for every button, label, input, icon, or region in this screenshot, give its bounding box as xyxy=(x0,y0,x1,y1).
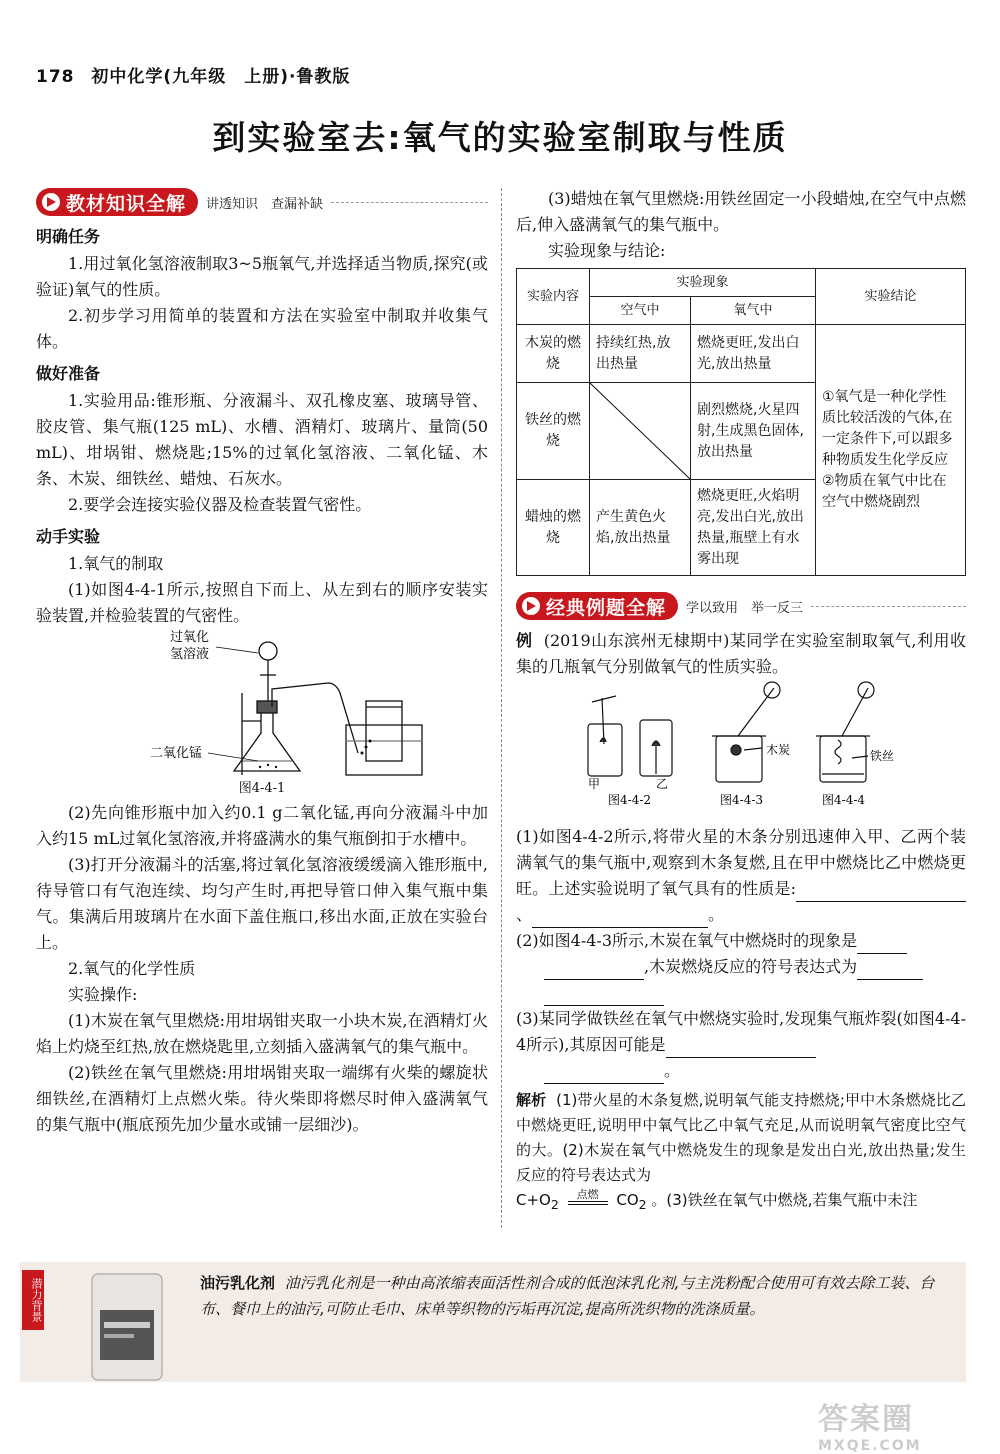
caption-4-4-3: 图4-4-3 xyxy=(720,793,764,807)
column-divider xyxy=(501,188,502,1228)
table-intro: 实验现象与结论: xyxy=(548,241,666,260)
equation: $C+O_2$ 点燃 $CO_2$ xyxy=(516,1187,647,1212)
answer-blank-1b[interactable] xyxy=(532,909,708,928)
label-h2o2-line1: 过氧化 xyxy=(170,630,210,645)
th-phenomenon: 实验现象 xyxy=(590,269,816,297)
equals-arrow xyxy=(568,1201,608,1205)
experiment-table xyxy=(516,268,966,576)
label-iron-wire: 铁丝 xyxy=(870,749,895,763)
th-conclusion: 实验结论 xyxy=(816,269,966,325)
footer-text: 油污乳化剂 油污乳化剂是一种由高浓缩表面活性剂合成的低泡沫乳化剂,与主洗粉配合使用可有效去除工装、台布、餐巾上的油污,可防止毛巾、床单等织物的污垢再沉淀,提高所洗织物的洗涤质量。 xyxy=(200,1274,935,1318)
heading-task: 明确任务 xyxy=(36,227,101,246)
example-stem: 例 (2019山东滨州无棣期中)某同学在实验室制取氧气,利用收集的几瓶氧气分别做氧气的性质实验。 xyxy=(516,631,967,676)
caption-4-4-2: 图4-4-2 xyxy=(608,793,652,807)
heading-experiment: 动手实验 xyxy=(36,527,101,546)
section-tag: 经典例题全解 xyxy=(516,592,678,620)
task-2: 2.初步学习用简单的装置和方法在实验室中制取并收集气体。 xyxy=(36,306,488,351)
oxygen-apparatus-diagram xyxy=(36,629,488,781)
question-3: (3)某同学做铁丝在氧气中燃烧实验时,发现集气瓶炸裂(如图4-4-4所示),其原因可能是 。 xyxy=(516,1006,966,1084)
question-2: (2)如图4-4-3所示,木炭在氧气中燃烧时的现象是 ,木炭燃烧反应的符号表达式为 xyxy=(516,928,966,1006)
act-2: 2.氧气的化学性质 xyxy=(68,959,196,978)
right-column xyxy=(516,186,966,1217)
section-subtitle: 讲透知识 查漏补缺 xyxy=(206,196,324,212)
page-number: 178 xyxy=(36,67,75,87)
heading-prep: 做好准备 xyxy=(36,364,101,383)
section-header-examples xyxy=(516,590,966,622)
row3-air: 产生黄色火焰,放出热量 xyxy=(590,480,691,576)
act-2-3: (3)蜡烛在氧气里燃烧:用铁丝固定一小段蜡烛,在空气中点燃后,伸入盛满氧气的集气瓶中。 xyxy=(516,189,966,234)
task-1: 1.用过氧化氢溶液制取3~5瓶氧气,并选择适当物质,探究(或验证)氧气的性质。 xyxy=(36,254,488,299)
watermark: 答案圈 MXQE.COM xyxy=(818,1402,922,1454)
diagonal-strike xyxy=(590,383,690,479)
running-header xyxy=(36,62,350,87)
th-content: 实验内容 xyxy=(517,269,590,325)
answer-blank-2d[interactable] xyxy=(544,987,664,1006)
answer-blank-3b[interactable] xyxy=(544,1065,664,1084)
label-yi: 乙 xyxy=(656,777,669,791)
row2-name: 铁丝的燃烧 xyxy=(517,383,590,480)
row3-name: 蜡烛的燃烧 xyxy=(517,480,590,576)
page-title: 到实验室去:氧气的实验室制取与性质 xyxy=(212,118,788,157)
act-1-3: (3)打开分液漏斗的活塞,将过氧化氢溶液缓缓滴入锥形瓶中,待导管口有气泡连续、均匀产生时,再把导管口伸入集气瓶中集气。集满后用玻璃片在水面下盖住瓶口,移出水面,正放在实验台上。 xyxy=(36,855,488,952)
play-icon xyxy=(522,597,540,615)
label-mno2: 二氧化锰 xyxy=(150,746,203,761)
act-1-1: (1)如图4-4-1所示,按照自下而上、从左到右的顺序安装实验装置,并检验装置的气密性。 xyxy=(36,580,488,625)
act-2-operation: 实验操作: xyxy=(68,985,138,1004)
side-tab: 潜力背景 xyxy=(22,1270,44,1330)
act-1: 1.氧气的制取 xyxy=(68,554,164,573)
dashed-rule xyxy=(811,606,966,607)
row1-oxygen: 燃烧更旺,发出白光,放出热量 xyxy=(691,325,816,383)
prep-1: 1.实验用品:锥形瓶、分液漏斗、双孔橡皮塞、玻璃导管、胶皮管、集气瓶(125 mL)、水槽、酒精灯、玻璃片、量筒(50 mL)、坩埚钳、燃烧匙;15%的过氧化氢溶液、二氧化锰、木条、木炭、细铁丝、蜡烛、石灰水。 xyxy=(36,391,488,488)
caption-4-4-4: 图4-4-4 xyxy=(822,793,866,807)
analysis: 解析 (1)带火星的木条复燃,说明氧气能支持燃烧;甲中木条燃烧比乙中燃烧更旺,说明甲中氧气比乙中氧气充足,从而说明氧气密度比空气的大。(2)木炭在氧气中燃烧发生的现象是发出白光,放出热量;发生反应的符号表达式为 $C+O_2$ 点燃 $CO_2$ 。(3)铁丝在氧气中燃烧,若集气瓶中未注 xyxy=(516,1091,966,1212)
prep-2: 2.要学会连接实验仪器及检查装置气密性。 xyxy=(68,495,372,514)
label-h2o2-line2: 氢溶液 xyxy=(170,647,210,662)
product-bottle-image xyxy=(86,1270,168,1382)
act-1-2: (2)先向锥形瓶中加入约0.1 g二氧化锰,再向分液漏斗中加入约15 mL过氧化氢溶液,并将盛满水的集气瓶倒扣于水槽中。 xyxy=(36,803,488,848)
label-jia: 甲 xyxy=(588,777,601,791)
analysis-label: 解析 xyxy=(516,1091,547,1109)
dashed-rule xyxy=(331,202,488,203)
row2-oxygen: 剧烈燃烧,火星四射,生成黑色固体,放出热量 xyxy=(691,383,816,480)
row1-name: 木炭的燃烧 xyxy=(517,325,590,383)
act-2-1: (1)木炭在氧气里燃烧:用坩埚钳夹取一小块木炭,在酒精灯火焰上灼烧至红热,放在燃烧匙里,立刻插入盛满氧气的集气瓶中。 xyxy=(36,1011,488,1056)
th-oxygen: 氧气中 xyxy=(691,297,816,325)
play-icon xyxy=(42,193,60,211)
answer-blank-2b[interactable] xyxy=(544,961,644,980)
th-air: 空气中 xyxy=(590,297,691,325)
footer-term: 油污乳化剂 xyxy=(200,1274,276,1292)
reaction-condition: 点燃 xyxy=(576,1187,599,1201)
book-title: 初中化学(九年级 上册)·鲁教版 xyxy=(91,67,351,87)
question-1: (1)如图4-4-2所示,将带火星的木条分别迅速伸入甲、乙两个装满氧气的集气瓶中,观察到木条复燃,且在甲中燃烧比乙中燃烧更旺。上述实验说明了氧气具有的性质是:、 。 xyxy=(516,824,966,928)
answer-blank-2a[interactable] xyxy=(857,935,907,954)
answer-blank-3a[interactable] xyxy=(666,1039,816,1058)
figures-4-4-2-to-4-4-4 xyxy=(516,680,966,820)
example-label: 例 xyxy=(516,631,533,650)
conclusion-cell: ①氧气是一种化学性质比较活泼的气体,在一定条件下,可以跟多种物质发生化学反应 ②物质在氧气中比在空气中燃烧剧烈 xyxy=(816,325,966,576)
row2-air-empty xyxy=(590,383,691,480)
section-subtitle: 学以致用 举一反三 xyxy=(686,600,804,616)
figure-4-4-1 xyxy=(36,629,488,781)
left-column xyxy=(36,186,488,1138)
label-charcoal: 木炭 xyxy=(766,743,791,757)
act-2-2: (2)铁丝在氧气里燃烧:用坩埚钳夹取一端绑有火柴的螺旋状细铁丝,在酒精灯上点燃火柴。待火柴即将燃尽时伸入盛满氧气的集气瓶中(瓶底预先加少量水或铺一层细沙)。 xyxy=(36,1063,488,1134)
figure-caption: 图4-4-1 xyxy=(238,781,286,796)
row1-air: 持续红热,放出热量 xyxy=(590,325,691,383)
row3-oxygen: 燃烧更旺,火焰明亮,发出白光,放出热量,瓶壁上有水雾出现 xyxy=(691,480,816,576)
section-header-knowledge xyxy=(36,186,488,218)
answer-blank-1a[interactable] xyxy=(796,883,966,902)
answer-blank-2c[interactable] xyxy=(857,961,923,980)
section-tag: 教材知识全解 xyxy=(36,188,198,216)
